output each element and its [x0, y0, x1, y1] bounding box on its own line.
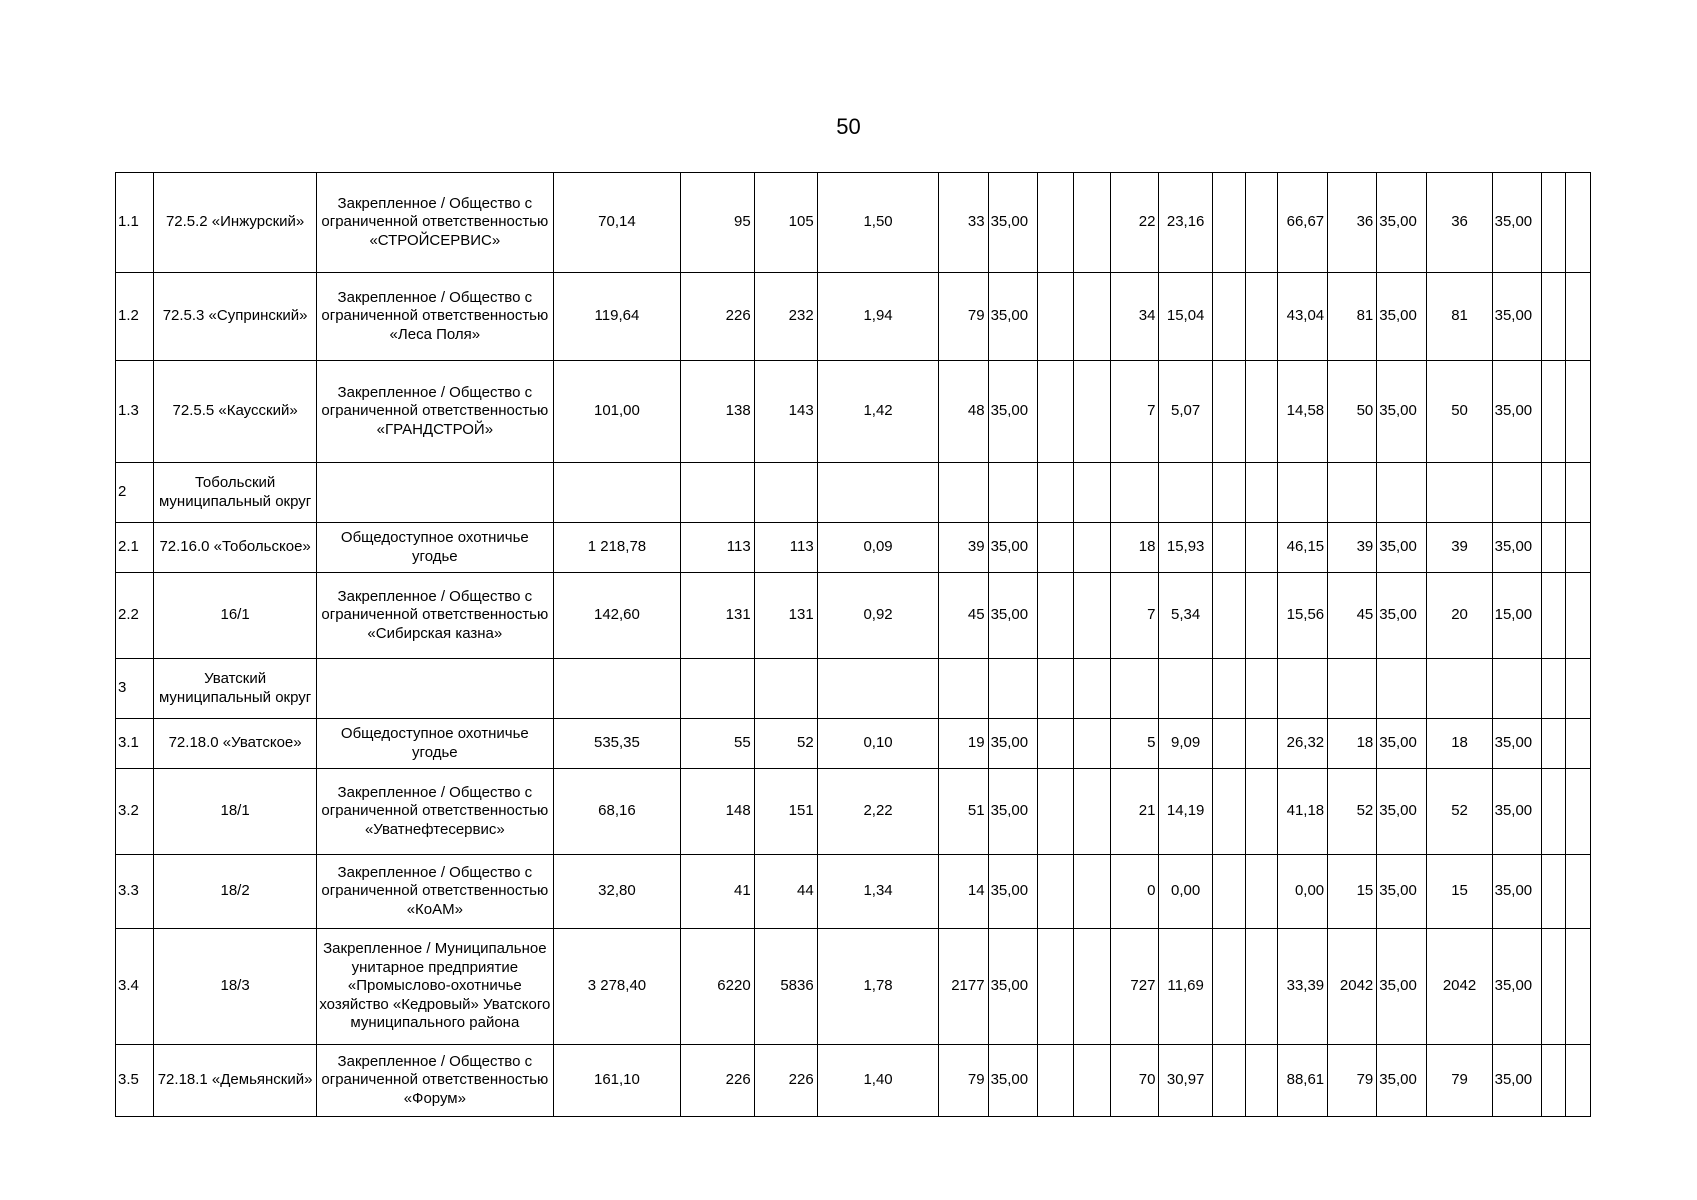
owner-description: Закрепленное / Общество с ограниченной ответственностью «Сибирская казна»: [316, 573, 553, 659]
value-17: [1492, 463, 1541, 523]
value-16: 81: [1427, 273, 1492, 361]
value-4: 0,10: [817, 719, 939, 769]
area-value: 1 218,78: [553, 523, 680, 573]
value-14: 15: [1328, 855, 1377, 929]
value-7: [1037, 273, 1073, 361]
value-4: 1,94: [817, 273, 939, 361]
area-value: 142,60: [553, 573, 680, 659]
value-11: [1212, 361, 1245, 463]
area-name: 72.5.2 «Инжурский»: [154, 173, 316, 273]
value-4: 0,09: [817, 523, 939, 573]
value-5: [939, 463, 988, 523]
value-7: [1037, 1045, 1073, 1117]
table-row: [116, 523, 1591, 573]
value-6: 35,00: [988, 173, 1037, 273]
value-19: [1566, 273, 1591, 361]
row-number: 2.2: [116, 573, 154, 659]
value-10: [1159, 463, 1212, 523]
value-7: [1037, 523, 1073, 573]
value-2: [680, 463, 754, 523]
value-7: [1037, 769, 1073, 855]
row-number: 3.3: [116, 855, 154, 929]
value-7: [1037, 573, 1073, 659]
value-12: [1245, 573, 1277, 659]
value-7: [1037, 855, 1073, 929]
value-6: 35,00: [988, 719, 1037, 769]
value-7: [1037, 463, 1073, 523]
value-19: [1566, 573, 1591, 659]
value-14: 36: [1328, 173, 1377, 273]
value-13: 15,56: [1277, 573, 1327, 659]
value-5: 33: [939, 173, 988, 273]
value-6: [988, 659, 1037, 719]
value-11: [1212, 719, 1245, 769]
table-row: [116, 361, 1591, 463]
area-name: 18/3: [154, 929, 316, 1045]
value-17: 15,00: [1492, 573, 1541, 659]
value-15: 35,00: [1377, 173, 1427, 273]
value-15: [1377, 659, 1427, 719]
row-number: 3.1: [116, 719, 154, 769]
value-13: [1277, 463, 1327, 523]
value-6: 35,00: [988, 273, 1037, 361]
value-18: [1541, 659, 1566, 719]
value-11: [1212, 273, 1245, 361]
value-12: [1245, 1045, 1277, 1117]
value-9: 21: [1111, 769, 1159, 855]
value-18: [1541, 855, 1566, 929]
table-row: [116, 463, 1591, 523]
value-15: 35,00: [1377, 719, 1427, 769]
value-18: [1541, 719, 1566, 769]
value-13: 66,67: [1277, 173, 1327, 273]
owner-description: [316, 659, 553, 719]
table-row: [116, 273, 1591, 361]
value-14: 18: [1328, 719, 1377, 769]
value-3: [754, 463, 817, 523]
area-name: 18/2: [154, 855, 316, 929]
value-11: [1212, 173, 1245, 273]
value-11: [1212, 523, 1245, 573]
value-2: [680, 659, 754, 719]
area-value: 535,35: [553, 719, 680, 769]
value-2: 148: [680, 769, 754, 855]
value-17: 35,00: [1492, 769, 1541, 855]
value-6: 35,00: [988, 1045, 1037, 1117]
value-7: [1037, 719, 1073, 769]
value-7: [1037, 361, 1073, 463]
value-19: [1566, 173, 1591, 273]
value-6: 35,00: [988, 929, 1037, 1045]
area-name: Тобольский муниципальный округ: [154, 463, 316, 523]
value-17: 35,00: [1492, 523, 1541, 573]
value-9: 0: [1111, 855, 1159, 929]
value-8: [1074, 463, 1111, 523]
value-15: 35,00: [1377, 573, 1427, 659]
value-7: [1037, 173, 1073, 273]
row-number: 2.1: [116, 523, 154, 573]
value-3: 52: [754, 719, 817, 769]
value-10: 30,97: [1159, 1045, 1212, 1117]
value-16: 50: [1427, 361, 1492, 463]
value-18: [1541, 173, 1566, 273]
value-7: [1037, 659, 1073, 719]
table-row: [116, 855, 1591, 929]
value-12: [1245, 719, 1277, 769]
value-8: [1074, 769, 1111, 855]
row-number: 3.4: [116, 929, 154, 1045]
value-19: [1566, 361, 1591, 463]
value-16: 15: [1427, 855, 1492, 929]
value-4: 0,92: [817, 573, 939, 659]
owner-description: Закрепленное / Общество с ограниченной ответственностью «ГРАНДСТРОЙ»: [316, 361, 553, 463]
value-10: 9,09: [1159, 719, 1212, 769]
value-11: [1212, 929, 1245, 1045]
value-13: 88,61: [1277, 1045, 1327, 1117]
value-18: [1541, 361, 1566, 463]
value-16: 18: [1427, 719, 1492, 769]
value-8: [1074, 659, 1111, 719]
table-row: [116, 719, 1591, 769]
value-8: [1074, 173, 1111, 273]
value-14: 52: [1328, 769, 1377, 855]
row-number: 3.2: [116, 769, 154, 855]
value-9: 18: [1111, 523, 1159, 573]
table-row: [116, 769, 1591, 855]
value-17: 35,00: [1492, 361, 1541, 463]
value-3: 113: [754, 523, 817, 573]
value-18: [1541, 929, 1566, 1045]
value-13: [1277, 659, 1327, 719]
area-value: 70,14: [553, 173, 680, 273]
value-8: [1074, 1045, 1111, 1117]
value-8: [1074, 929, 1111, 1045]
value-19: [1566, 1045, 1591, 1117]
value-2: 226: [680, 1045, 754, 1117]
value-5: 2177: [939, 929, 988, 1045]
value-4: 1,40: [817, 1045, 939, 1117]
value-9: 5: [1111, 719, 1159, 769]
value-5: 14: [939, 855, 988, 929]
value-16: 36: [1427, 173, 1492, 273]
value-17: 35,00: [1492, 173, 1541, 273]
value-3: 151: [754, 769, 817, 855]
area-name: Уватский муниципальный округ: [154, 659, 316, 719]
value-10: 5,07: [1159, 361, 1212, 463]
value-4: [817, 463, 939, 523]
value-7: [1037, 929, 1073, 1045]
value-5: 45: [939, 573, 988, 659]
value-14: 79: [1328, 1045, 1377, 1117]
value-9: 22: [1111, 173, 1159, 273]
value-17: [1492, 659, 1541, 719]
row-number: 1.1: [116, 173, 154, 273]
value-16: 39: [1427, 523, 1492, 573]
value-4: [817, 659, 939, 719]
value-18: [1541, 463, 1566, 523]
value-10: 15,93: [1159, 523, 1212, 573]
area-name: 72.5.3 «Супринский»: [154, 273, 316, 361]
value-4: 1,42: [817, 361, 939, 463]
value-8: [1074, 273, 1111, 361]
value-13: 46,15: [1277, 523, 1327, 573]
value-2: 138: [680, 361, 754, 463]
value-11: [1212, 463, 1245, 523]
value-10: 15,04: [1159, 273, 1212, 361]
value-5: 39: [939, 523, 988, 573]
value-12: [1245, 463, 1277, 523]
value-18: [1541, 523, 1566, 573]
owner-description: [316, 463, 553, 523]
value-3: 5836: [754, 929, 817, 1045]
value-17: 35,00: [1492, 929, 1541, 1045]
value-19: [1566, 855, 1591, 929]
value-4: 2,22: [817, 769, 939, 855]
value-15: 35,00: [1377, 769, 1427, 855]
value-14: 50: [1328, 361, 1377, 463]
value-15: 35,00: [1377, 273, 1427, 361]
value-8: [1074, 719, 1111, 769]
owner-description: Общедоступное охотничье угодье: [316, 523, 553, 573]
value-15: [1377, 463, 1427, 523]
table-row: [116, 173, 1591, 273]
value-14: [1328, 659, 1377, 719]
value-11: [1212, 1045, 1245, 1117]
value-3: 105: [754, 173, 817, 273]
value-19: [1566, 929, 1591, 1045]
value-5: 79: [939, 1045, 988, 1117]
value-18: [1541, 1045, 1566, 1117]
value-19: [1566, 769, 1591, 855]
value-10: [1159, 659, 1212, 719]
value-12: [1245, 929, 1277, 1045]
area-name: 72.5.5 «Каусский»: [154, 361, 316, 463]
value-12: [1245, 523, 1277, 573]
value-11: [1212, 769, 1245, 855]
value-5: [939, 659, 988, 719]
value-12: [1245, 659, 1277, 719]
value-3: 131: [754, 573, 817, 659]
row-number: 1.3: [116, 361, 154, 463]
value-8: [1074, 573, 1111, 659]
owner-description: Общедоступное охотничье угодье: [316, 719, 553, 769]
value-5: 19: [939, 719, 988, 769]
area-value: 101,00: [553, 361, 680, 463]
value-16: 79: [1427, 1045, 1492, 1117]
value-2: 95: [680, 173, 754, 273]
value-16: [1427, 659, 1492, 719]
value-10: 0,00: [1159, 855, 1212, 929]
value-16: 20: [1427, 573, 1492, 659]
value-15: 35,00: [1377, 361, 1427, 463]
value-2: 41: [680, 855, 754, 929]
value-18: [1541, 273, 1566, 361]
value-17: 35,00: [1492, 719, 1541, 769]
area-name: 72.18.0 «Уватское»: [154, 719, 316, 769]
value-19: [1566, 523, 1591, 573]
value-19: [1566, 659, 1591, 719]
area-value: 3 278,40: [553, 929, 680, 1045]
owner-description: Закрепленное / Общество с ограниченной ответственностью «Форум»: [316, 1045, 553, 1117]
value-6: 35,00: [988, 573, 1037, 659]
hunting-grounds-table: [115, 172, 1591, 1117]
value-16: 52: [1427, 769, 1492, 855]
value-13: 26,32: [1277, 719, 1327, 769]
table-row: [116, 929, 1591, 1045]
value-5: 48: [939, 361, 988, 463]
page-number: 50: [836, 114, 861, 139]
value-12: [1245, 361, 1277, 463]
value-6: [988, 463, 1037, 523]
value-13: 14,58: [1277, 361, 1327, 463]
row-number: 3.5: [116, 1045, 154, 1117]
value-15: 35,00: [1377, 855, 1427, 929]
value-12: [1245, 769, 1277, 855]
value-9: [1111, 659, 1159, 719]
value-15: 35,00: [1377, 523, 1427, 573]
value-12: [1245, 173, 1277, 273]
value-2: 131: [680, 573, 754, 659]
value-12: [1245, 855, 1277, 929]
owner-description: Закрепленное / Общество с ограниченной ответственностью «КоАМ»: [316, 855, 553, 929]
value-12: [1245, 273, 1277, 361]
value-19: [1566, 719, 1591, 769]
owner-description: Закрепленное / Общество с ограниченной ответственностью «Уватнефтесервис»: [316, 769, 553, 855]
value-13: 0,00: [1277, 855, 1327, 929]
owner-description: Закрепленное / Общество с ограниченной ответственностью «Леса Поля»: [316, 273, 553, 361]
value-8: [1074, 855, 1111, 929]
area-value: 161,10: [553, 1045, 680, 1117]
value-3: 232: [754, 273, 817, 361]
value-5: 51: [939, 769, 988, 855]
value-9: 7: [1111, 361, 1159, 463]
value-2: 55: [680, 719, 754, 769]
value-10: 14,19: [1159, 769, 1212, 855]
value-5: 79: [939, 273, 988, 361]
value-17: 35,00: [1492, 1045, 1541, 1117]
value-18: [1541, 769, 1566, 855]
value-14: 2042: [1328, 929, 1377, 1045]
value-10: 11,69: [1159, 929, 1212, 1045]
area-name: 18/1: [154, 769, 316, 855]
area-value: 68,16: [553, 769, 680, 855]
value-17: 35,00: [1492, 855, 1541, 929]
area-name: 16/1: [154, 573, 316, 659]
area-name: 72.18.1 «Демьянский»: [154, 1045, 316, 1117]
value-14: 81: [1328, 273, 1377, 361]
area-value: 119,64: [553, 273, 680, 361]
value-10: 5,34: [1159, 573, 1212, 659]
value-2: 113: [680, 523, 754, 573]
value-16: [1427, 463, 1492, 523]
value-2: 226: [680, 273, 754, 361]
area-value: [553, 463, 680, 523]
value-6: 35,00: [988, 769, 1037, 855]
area-name: 72.16.0 «Тобольское»: [154, 523, 316, 573]
value-15: 35,00: [1377, 929, 1427, 1045]
table-row: [116, 1045, 1591, 1117]
table-row: [116, 659, 1591, 719]
value-9: 70: [1111, 1045, 1159, 1117]
value-8: [1074, 361, 1111, 463]
value-4: 1,34: [817, 855, 939, 929]
value-8: [1074, 523, 1111, 573]
area-value: [553, 659, 680, 719]
value-11: [1212, 659, 1245, 719]
value-9: [1111, 463, 1159, 523]
row-number: 2: [116, 463, 154, 523]
value-11: [1212, 573, 1245, 659]
value-11: [1212, 855, 1245, 929]
row-number: 1.2: [116, 273, 154, 361]
value-3: 143: [754, 361, 817, 463]
value-6: 35,00: [988, 523, 1037, 573]
value-13: 33,39: [1277, 929, 1327, 1045]
area-value: 32,80: [553, 855, 680, 929]
value-14: 45: [1328, 573, 1377, 659]
value-6: 35,00: [988, 361, 1037, 463]
value-9: 727: [1111, 929, 1159, 1045]
value-13: 43,04: [1277, 273, 1327, 361]
value-14: 39: [1328, 523, 1377, 573]
value-15: 35,00: [1377, 1045, 1427, 1117]
owner-description: Закрепленное / Общество с ограниченной ответственностью «СТРОЙСЕРВИС»: [316, 173, 553, 273]
value-3: 226: [754, 1045, 817, 1117]
value-10: 23,16: [1159, 173, 1212, 273]
value-6: 35,00: [988, 855, 1037, 929]
value-19: [1566, 463, 1591, 523]
value-14: [1328, 463, 1377, 523]
value-2: 6220: [680, 929, 754, 1045]
value-13: 41,18: [1277, 769, 1327, 855]
value-16: 2042: [1427, 929, 1492, 1045]
owner-description: Закрепленное / Муниципальное унитарное предприятие «Промыслово-охотничье хозяйство «Кедровый» Уватского муниципального района: [316, 929, 553, 1045]
value-3: 44: [754, 855, 817, 929]
value-18: [1541, 573, 1566, 659]
value-9: 34: [1111, 273, 1159, 361]
value-9: 7: [1111, 573, 1159, 659]
value-4: 1,50: [817, 173, 939, 273]
value-3: [754, 659, 817, 719]
row-number: 3: [116, 659, 154, 719]
table-row: [116, 573, 1591, 659]
value-17: 35,00: [1492, 273, 1541, 361]
value-4: 1,78: [817, 929, 939, 1045]
